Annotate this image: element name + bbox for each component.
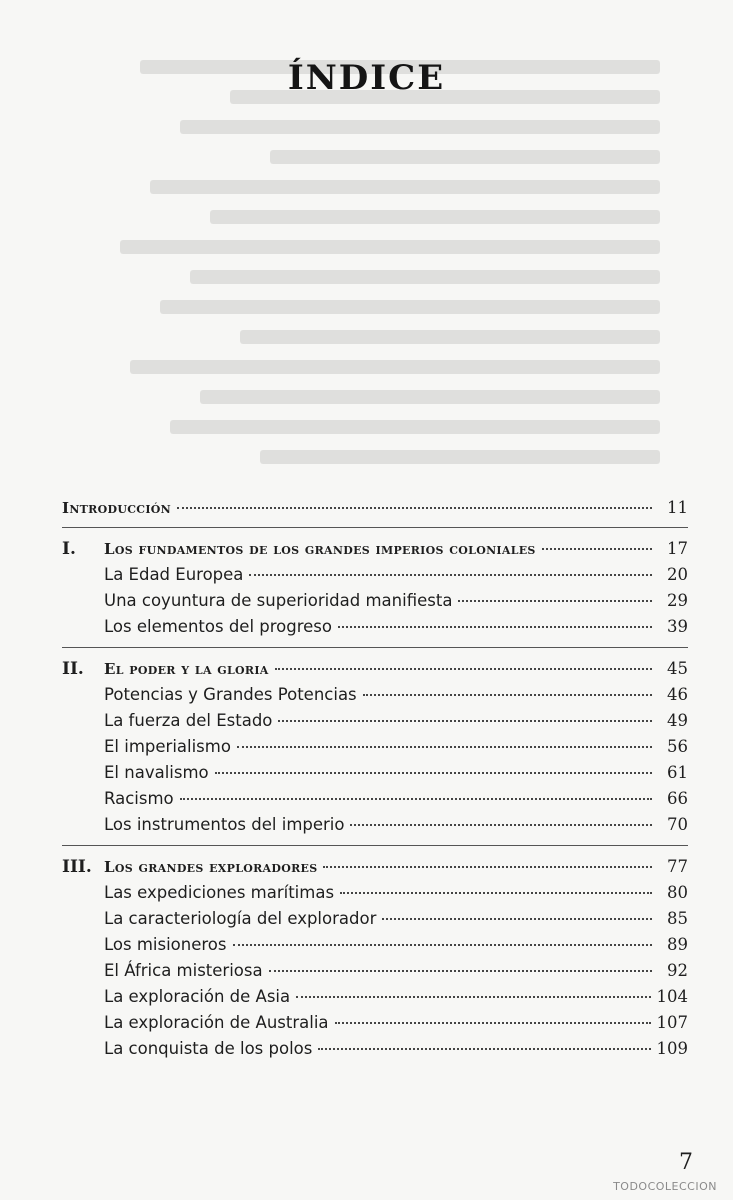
toc-entry (62, 614, 688, 640)
dot-leader (269, 970, 652, 972)
toc-entry (62, 786, 688, 812)
entry-page: 70 (667, 815, 688, 834)
entry-label: Potencias y Grandes Potencias (104, 685, 357, 704)
entry-label: El África misteriosa (104, 961, 263, 980)
chapter-title: El poder y la gloria (104, 660, 269, 678)
separator (62, 845, 688, 846)
entry-page: 107 (656, 1013, 688, 1032)
introduction-page: 11 (667, 498, 688, 517)
dot-leader (278, 720, 652, 722)
toc-entry (62, 984, 688, 1010)
dot-leader (340, 892, 652, 894)
entry-label: El imperialismo (104, 737, 231, 756)
toc-chapter-2 (62, 656, 688, 682)
entry-page: 89 (667, 935, 688, 954)
dot-leader (318, 1048, 650, 1050)
entry-label: Racismo (104, 789, 174, 808)
dot-leader (237, 746, 652, 748)
separator (62, 647, 688, 648)
dot-leader (215, 772, 652, 774)
toc-introduction (62, 495, 688, 521)
toc-entry (62, 1036, 688, 1062)
watermark: TODOCOLECCION (613, 1180, 717, 1193)
toc-entry (62, 588, 688, 614)
toc-chapter-3 (62, 854, 688, 880)
entry-label: Una coyuntura de superioridad manifiesta (104, 591, 453, 610)
entry-label: Los misioneros (104, 935, 227, 954)
toc-entry (62, 1010, 688, 1036)
toc-entry (62, 880, 688, 906)
dot-leader (382, 918, 652, 920)
entry-label: La caracteriología del explorador (104, 909, 377, 928)
dot-leader (458, 600, 652, 602)
table-of-contents (62, 495, 688, 1062)
chapter-number: III. (62, 857, 92, 877)
chapter-page: 45 (667, 659, 688, 678)
chapter-number: II. (62, 659, 84, 679)
toc-chapter-1 (62, 536, 688, 562)
dot-leader (323, 866, 652, 868)
entry-page: 49 (667, 711, 688, 730)
entry-label: La conquista de los polos (104, 1039, 313, 1058)
dot-leader (275, 668, 652, 670)
chapter-page: 17 (667, 539, 688, 558)
dot-leader (542, 548, 652, 550)
introduction-label: Introducción (62, 499, 172, 517)
entry-label: Los elementos del progreso (104, 617, 332, 636)
entry-page: 56 (667, 737, 688, 756)
toc-entry (62, 760, 688, 786)
entry-page: 61 (667, 763, 688, 782)
entry-page: 92 (667, 961, 688, 980)
entry-label: La Edad Europea (104, 565, 244, 584)
toc-entry (62, 708, 688, 734)
chapter-number: I. (62, 539, 76, 559)
entry-page: 85 (667, 909, 688, 928)
toc-entry (62, 958, 688, 984)
toc-entry (62, 932, 688, 958)
toc-entry (62, 562, 688, 588)
entry-page: 20 (667, 565, 688, 584)
toc-entry (62, 734, 688, 760)
entry-page: 109 (656, 1039, 688, 1058)
dot-leader (335, 1022, 651, 1024)
entry-label: Las expediciones marítimas (104, 883, 335, 902)
entry-page: 39 (667, 617, 688, 636)
entry-page: 80 (667, 883, 688, 902)
entry-page: 104 (656, 987, 688, 1006)
toc-entry (62, 906, 688, 932)
entry-label: Los instrumentos del imperio (104, 815, 345, 834)
page-title: ÍNDICE (287, 58, 446, 98)
chapter-page: 77 (667, 857, 688, 876)
dot-leader (233, 944, 653, 946)
page-number: 7 (679, 1150, 693, 1175)
chapter-title: Los grandes exploradores (104, 858, 318, 876)
entry-label: El navalismo (104, 763, 209, 782)
chapter-title: Los fundamentos de los grandes imperios coloniales (104, 540, 536, 558)
toc-entry (62, 812, 688, 838)
entry-page: 46 (667, 685, 688, 704)
dot-leader (249, 574, 652, 576)
entry-page: 66 (667, 789, 688, 808)
entry-page: 29 (667, 591, 688, 610)
dot-leader (338, 626, 652, 628)
separator (62, 527, 688, 528)
dot-leader (180, 798, 652, 800)
dot-leader (177, 507, 652, 509)
dot-leader (363, 694, 652, 696)
dot-leader (350, 824, 652, 826)
entry-label: La exploración de Australia (104, 1013, 329, 1032)
toc-entry (62, 682, 688, 708)
entry-label: La fuerza del Estado (104, 711, 273, 730)
entry-label: La exploración de Asia (104, 987, 291, 1006)
dot-leader (296, 996, 650, 998)
